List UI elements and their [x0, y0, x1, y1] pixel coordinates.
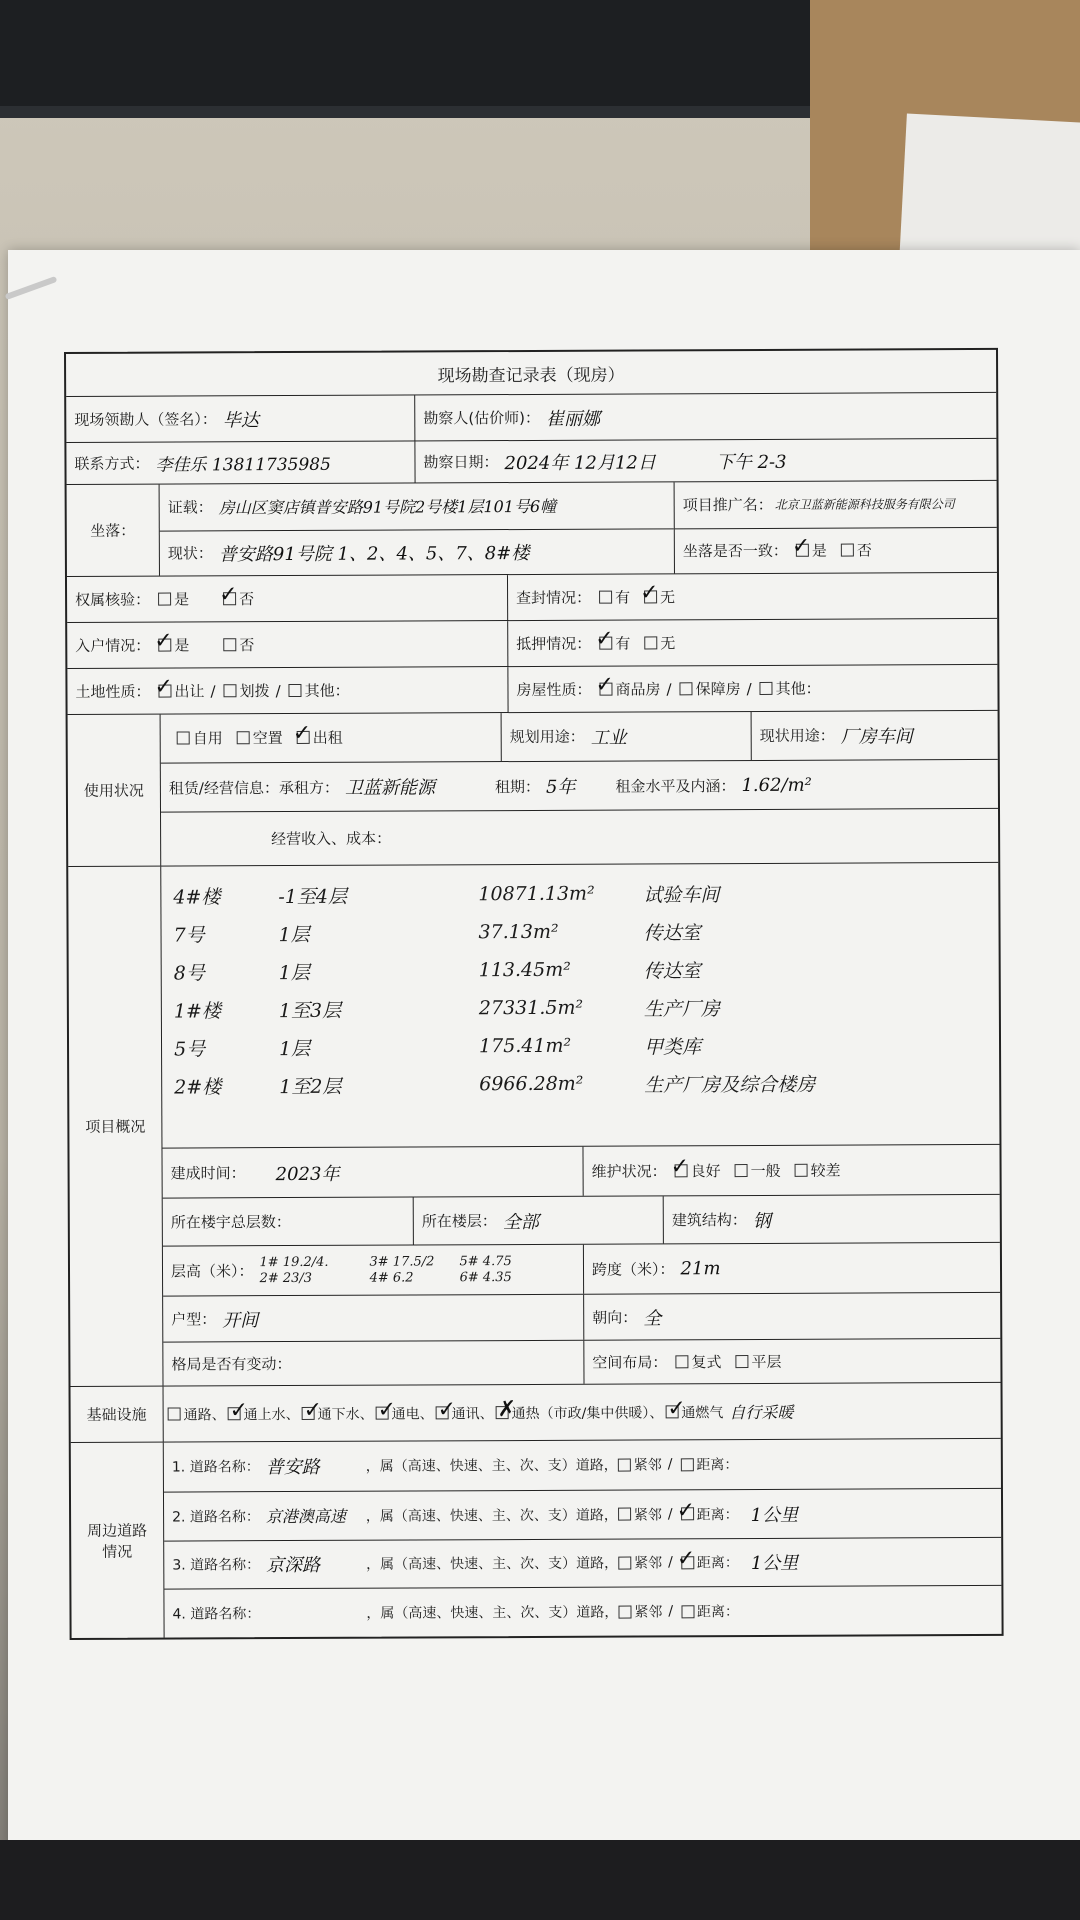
land-label: 土地性质：	[75, 682, 151, 701]
road-1: 1. 道路名称： 普安路 ，属（高速、快速、主、次、支）道路， 紧邻 / 距离：	[164, 1439, 1001, 1491]
lease-info	[161, 760, 998, 812]
maint-normal[interactable]: 一般	[727, 1160, 781, 1181]
current-use	[751, 711, 998, 760]
surveyor-cell	[414, 393, 996, 441]
built-value: 2023年	[275, 1163, 340, 1185]
planned-use	[501, 712, 751, 761]
span-label: 跨度（米）：	[591, 1260, 675, 1279]
infra-label: 基础设施	[86, 1405, 147, 1424]
leader-label: 现场领勘人（签名）：	[74, 410, 217, 429]
ownership-yes[interactable]: 是	[150, 588, 189, 609]
date-cell	[414, 439, 996, 483]
road-2-adjacent[interactable]: 紧邻	[618, 1504, 662, 1524]
land-other[interactable]: 其他：	[281, 680, 350, 701]
surveyor-label: 勘察人(估价师)：	[423, 408, 541, 428]
mortgage-cell	[507, 619, 997, 666]
consistent-yes[interactable]: 是 ✓	[791, 533, 827, 560]
consistent-no[interactable]: 否	[833, 540, 872, 561]
promo-label: 项目推广名：	[682, 496, 773, 515]
road-3-distance[interactable]: 距离： ✓	[676, 1546, 739, 1572]
maintenance	[582, 1145, 999, 1196]
space-label: 空间布局：	[592, 1353, 668, 1372]
survey-form	[64, 348, 1004, 1640]
infra-heat[interactable]: 通热（市政/集中供暖）、 ✗	[497, 1396, 664, 1422]
ownership-cell	[67, 575, 507, 622]
ownership-label: 权属核验：	[75, 590, 151, 609]
overview-row: 1#楼 1至3层 27331.5m² 生产厂房	[173, 996, 720, 1023]
promo-name	[675, 481, 997, 528]
contact-label: 联系方式：	[74, 454, 150, 473]
road-4-adjacent[interactable]: 紧邻	[618, 1602, 662, 1622]
road-4-distance[interactable]: 距离：	[673, 1601, 739, 1621]
actual-value: 普安路91号院 1、2、4、5、7、8#楼	[218, 542, 530, 566]
road-3: 3. 道路名称： 京深路 ，属（高速、快速、主、次、支）道路， 紧邻 / 距离： ✓ 1公里	[172, 1546, 799, 1577]
maint-label: 维护状况：	[591, 1162, 667, 1182]
date-value: 2024年 12月12日	[504, 451, 656, 474]
road-2-name: 京港澳高速	[265, 1506, 346, 1527]
income-cell	[161, 809, 998, 865]
floor-cell	[413, 1197, 663, 1245]
infra-power[interactable]: 通电、 ✓	[377, 1397, 434, 1423]
structure-label: 建筑结构：	[671, 1211, 747, 1230]
road-1-name: 普安路	[265, 1457, 320, 1479]
ownership-no[interactable]: 否 ✓	[219, 582, 255, 609]
entry-label: 入户情况：	[75, 636, 151, 655]
house-label: 房屋性质：	[516, 680, 592, 700]
lessee-value: 卫蓝新能源	[344, 777, 436, 799]
layout-change	[163, 1341, 583, 1386]
type-value: 开间	[222, 1309, 259, 1331]
usage-lease[interactable]: 出租 ✓	[292, 721, 343, 748]
land-grant[interactable]: 出让 ✓	[154, 674, 205, 701]
span-value: 21m	[680, 1258, 721, 1280]
consistent-label: 坐落是否一致：	[682, 542, 788, 561]
seal-cell	[507, 573, 997, 620]
land-cell: 土地性质： 出让 ✓ / 划拨 / 其他：	[75, 674, 350, 701]
entry-no[interactable]: 否	[215, 634, 254, 655]
term-value: 5年	[545, 776, 576, 798]
usage-options	[161, 713, 501, 762]
road-2: 2. 道路名称： 京港澳高速 ，属（高速、快速、主、次、支）道路， 紧邻 / 距离： ✓ 1公里	[172, 1497, 799, 1527]
cert-location	[160, 482, 674, 530]
entry-cell	[67, 621, 507, 668]
span-cell	[583, 1243, 1000, 1294]
cert-value: 房山区窦店镇普安路91号院2号楼1层101号6幢	[218, 497, 557, 518]
promo-value: 北京卫蓝新能源科技服务有限公司	[774, 497, 955, 513]
infra-note: 自行采暖	[729, 1402, 794, 1423]
land-allocate[interactable]: 划拨	[216, 680, 270, 701]
height-values: 1# 19.2/4. 3# 17.5/2 5# 4.75 2# 23/3 4# 6.2 6# 4.35	[259, 1253, 512, 1286]
term-label: 租期：	[494, 777, 541, 796]
total-floors	[163, 1198, 413, 1246]
house-other[interactable]: 其他：	[752, 678, 821, 699]
road-3-name: 京深路	[266, 1555, 321, 1577]
roads-label: 周边道路情况	[87, 1521, 148, 1561]
location-label: 坐落：	[90, 521, 136, 540]
height-cell	[163, 1245, 583, 1296]
current-label: 现状用途：	[759, 726, 835, 746]
actual-location	[160, 529, 674, 576]
road-2-dist: 1公里	[750, 1504, 799, 1526]
layout-label: 格局是否有变动：	[171, 1355, 292, 1374]
consistent-cell	[675, 527, 997, 573]
mortgage-label: 抵押情况：	[516, 634, 592, 654]
seal-label: 查封情况：	[516, 588, 592, 608]
road-3-adjacent[interactable]: 紧邻	[618, 1553, 662, 1573]
overview-list	[161, 863, 999, 1148]
income-label: 经营收入、成本：	[271, 829, 392, 849]
overview-row: 5号 1层 175.41m² 甲类库	[173, 1034, 702, 1061]
road-4: 4. 道路名称： ，属（高速、快速、主、次、支）道路， 紧邻 / 距离：	[164, 1586, 1001, 1637]
unit-type	[163, 1295, 583, 1342]
usage-label: 使用状况	[83, 781, 144, 800]
infra-road[interactable]: 通路、	[166, 1404, 226, 1424]
overview-row: 8号 1层 113.45m² 传达室	[173, 958, 701, 985]
road-3-dist: 1公里	[750, 1553, 799, 1575]
floors-label: 所在楼宇总层数：	[170, 1213, 291, 1232]
leader-cell	[66, 395, 414, 442]
infra-water-out[interactable]: 通下水、 ✓	[303, 1397, 374, 1423]
infra-items	[163, 1383, 1001, 1442]
overview-row: 2#楼 1至2层 6966.28m² 生产厂房及综合楼房	[174, 1072, 816, 1099]
form-title: 现场勘查记录表（现房）	[437, 365, 625, 386]
road-2-distance[interactable]: 距离： ✓	[676, 1497, 739, 1523]
road-1-distance[interactable]: 距离：	[672, 1454, 738, 1474]
mortgage-yes[interactable]: 有 ✓	[595, 626, 631, 653]
structure-cell	[663, 1195, 1000, 1243]
floor-label: 所在楼层：	[421, 1212, 497, 1231]
orient-label: 朝向：	[592, 1308, 638, 1327]
house-commercial[interactable]: 商品房 ✓	[595, 672, 661, 699]
lease-label: 租赁/经营信息：承租方：	[168, 778, 340, 798]
rent-label: 租金水平及内涵：	[615, 776, 736, 796]
date-label: 勘察日期：	[423, 453, 499, 472]
orient-value: 全	[643, 1308, 662, 1330]
space-duplex[interactable]: 复式	[667, 1351, 721, 1372]
rent-value: 1.62/m²	[741, 774, 812, 796]
house-affordable[interactable]: 保障房	[672, 678, 741, 699]
current-value: 厂房车间	[840, 726, 913, 748]
orientation	[583, 1293, 1000, 1340]
actual-label: 现状：	[167, 544, 213, 563]
surveyor-value: 崔丽娜	[545, 408, 601, 430]
infra-water-in[interactable]: 通上水、 ✓	[229, 1397, 300, 1423]
infra-gas[interactable]: 通燃气 ✓	[667, 1395, 724, 1421]
structure-value: 钢	[752, 1210, 771, 1232]
contact-value: 李佳乐 13811735985	[155, 454, 331, 476]
floor-value: 全部	[502, 1211, 539, 1233]
overview-row: 4#楼 -1至4层 10871.13m² 试验车间	[173, 882, 720, 909]
height-label: 层高（米）：	[170, 1262, 254, 1281]
planned-value: 工业	[590, 727, 627, 749]
seal-no[interactable]: 无 ✓	[640, 580, 676, 607]
time-value: 下午 2-3	[715, 451, 787, 473]
house-cell: 房屋性质： 商品房 ✓ / 保障房 / 其他：	[507, 665, 997, 712]
cert-label: 证载：	[167, 498, 213, 517]
type-label: 户型：	[171, 1310, 217, 1329]
dark-floor	[0, 1840, 1080, 1920]
contact-cell	[66, 441, 414, 484]
space-flat[interactable]: 平层	[727, 1351, 781, 1372]
monitor-edge	[0, 0, 810, 118]
usage-self[interactable]: 自用	[169, 728, 223, 749]
planned-label: 规划用途：	[509, 728, 585, 747]
built-label: 建成时间：	[170, 1164, 246, 1183]
maint-good[interactable]: 良好 ✓	[670, 1154, 721, 1181]
infra-telecom[interactable]: 通讯、 ✓	[437, 1396, 494, 1422]
overview-label: 项目概况	[85, 1117, 146, 1136]
seal-yes[interactable]: 有	[591, 587, 630, 608]
overview-row: 7号 1层 37.13m² 传达室	[173, 920, 701, 947]
built-time	[162, 1147, 582, 1198]
space-layout	[583, 1339, 1000, 1384]
maint-poor[interactable]: 较差	[787, 1160, 841, 1181]
road-1-adjacent[interactable]: 紧邻	[618, 1455, 662, 1475]
mortgage-no[interactable]: 无	[636, 632, 675, 653]
usage-vacant[interactable]: 空置	[229, 727, 283, 748]
entry-yes[interactable]: 是 ✓	[154, 628, 190, 655]
leader-value: 毕达	[222, 409, 259, 431]
